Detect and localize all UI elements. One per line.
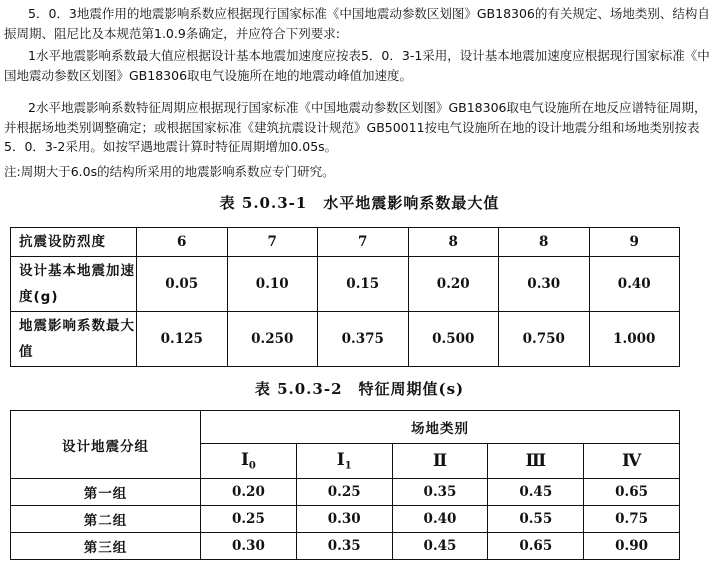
table-cell: 8 xyxy=(499,228,590,257)
table1-caption: 表 5.0.3-1 水平地震影响系数最大值 xyxy=(219,194,500,212)
table-cell: 7 xyxy=(227,228,318,257)
table-max-seismic-coefficient xyxy=(10,227,680,367)
table-header-row xyxy=(11,411,680,444)
table-cell: 0.250 xyxy=(227,312,318,367)
paragraph-note: 注:周期大于6.0s的结构所采用的地震影响系数应专门研究。 xyxy=(4,164,335,179)
table-row xyxy=(11,228,680,257)
table-cell: 0.25 xyxy=(201,506,297,533)
table-cell: 0.40 xyxy=(392,506,488,533)
table-cell: 0.30 xyxy=(499,257,590,312)
row-header-coefficient: 地震影响系数最大值 xyxy=(11,312,137,367)
table-cell: 0.25 xyxy=(296,479,392,506)
table-cell: 0.75 xyxy=(584,506,680,533)
table-cell: 0.90 xyxy=(584,533,680,560)
table-cell: 0.45 xyxy=(392,533,488,560)
table-cell: 0.375 xyxy=(318,312,409,367)
paragraph-item-1: 1水平地震影响系数最大值应根据设计基本地震加速度应按表5．0．3-1采用，设计基本地震加速度应根据现行国家标准《中国地震动参数区划图》GB18306取电气设施所在地的地震动峰值加速度。 xyxy=(4,48,710,83)
table-cell: 7 xyxy=(318,228,409,257)
site-class-header: 场地类别 xyxy=(201,411,680,444)
table-cell: 0.35 xyxy=(392,479,488,506)
table-cell: 0.125 xyxy=(137,312,228,367)
table-row xyxy=(11,312,680,367)
table-cell: 0.500 xyxy=(408,312,499,367)
site-class-ii: Ⅱ xyxy=(392,444,488,479)
table-cell: 0.55 xyxy=(488,506,584,533)
table-cell: 0.65 xyxy=(488,533,584,560)
row-header-acceleration: 设计基本地震加速度(g) xyxy=(11,257,137,312)
table-cell: 0.750 xyxy=(499,312,590,367)
table-cell: 0.35 xyxy=(296,533,392,560)
table-cell: 0.40 xyxy=(589,257,680,312)
table-row xyxy=(11,257,680,312)
table-cell: 0.45 xyxy=(488,479,584,506)
table-characteristic-period xyxy=(10,410,680,560)
site-class-i1: $I_1$ xyxy=(296,444,392,479)
table-cell: 0.65 xyxy=(584,479,680,506)
table-cell: 0.20 xyxy=(201,479,297,506)
table-cell: 6 xyxy=(137,228,228,257)
table-cell: 0.20 xyxy=(408,257,499,312)
group-label: 第一组 xyxy=(11,479,201,506)
table-cell: 9 xyxy=(589,228,680,257)
table-row xyxy=(11,479,680,506)
paragraph-item-2: 2水平地震影响系数特征周期应根据现行国家标准《中国地震动参数区划图》GB18306取电气设施所在地反应谱特征周期，并根据场地类别调整确定；或根据国家标准《建筑抗震设计规范》GB50011按电气设施所在地的设计地震分组和场地类别按表5．0．3-2采用。如按罕遇地震计算时特征周期增加0.05s。 xyxy=(4,100,707,154)
table-cell: 0.30 xyxy=(296,506,392,533)
site-class-iv: Ⅳ xyxy=(584,444,680,479)
table-cell: 1.000 xyxy=(589,312,680,367)
site-class-i0: $I_0$ xyxy=(201,444,297,479)
group-label: 第三组 xyxy=(11,533,201,560)
site-class-iii: Ⅲ xyxy=(488,444,584,479)
table-cell: 0.10 xyxy=(227,257,318,312)
table2-caption: 表 5.0.3-2 特征周期值(s) xyxy=(254,380,465,398)
table-cell: 0.05 xyxy=(137,257,228,312)
group-label: 第二组 xyxy=(11,506,201,533)
table-cell: 0.30 xyxy=(201,533,297,560)
paragraph-intro: 5．0．3地震作用的地震影响系数应根据现行国家标准《中国地震动参数区划图》GB18306的有关规定、场地类别、结构自振周期、阻尼比及本规范第1.0.9条确定，并应符合下列要求: xyxy=(4,6,710,41)
row-header-intensity: 抗震设防烈度 xyxy=(11,228,137,257)
group-header: 设计地震分组 xyxy=(11,411,201,479)
table-cell: 0.15 xyxy=(318,257,409,312)
table-cell: 8 xyxy=(408,228,499,257)
table-row xyxy=(11,506,680,533)
table-row xyxy=(11,533,680,560)
